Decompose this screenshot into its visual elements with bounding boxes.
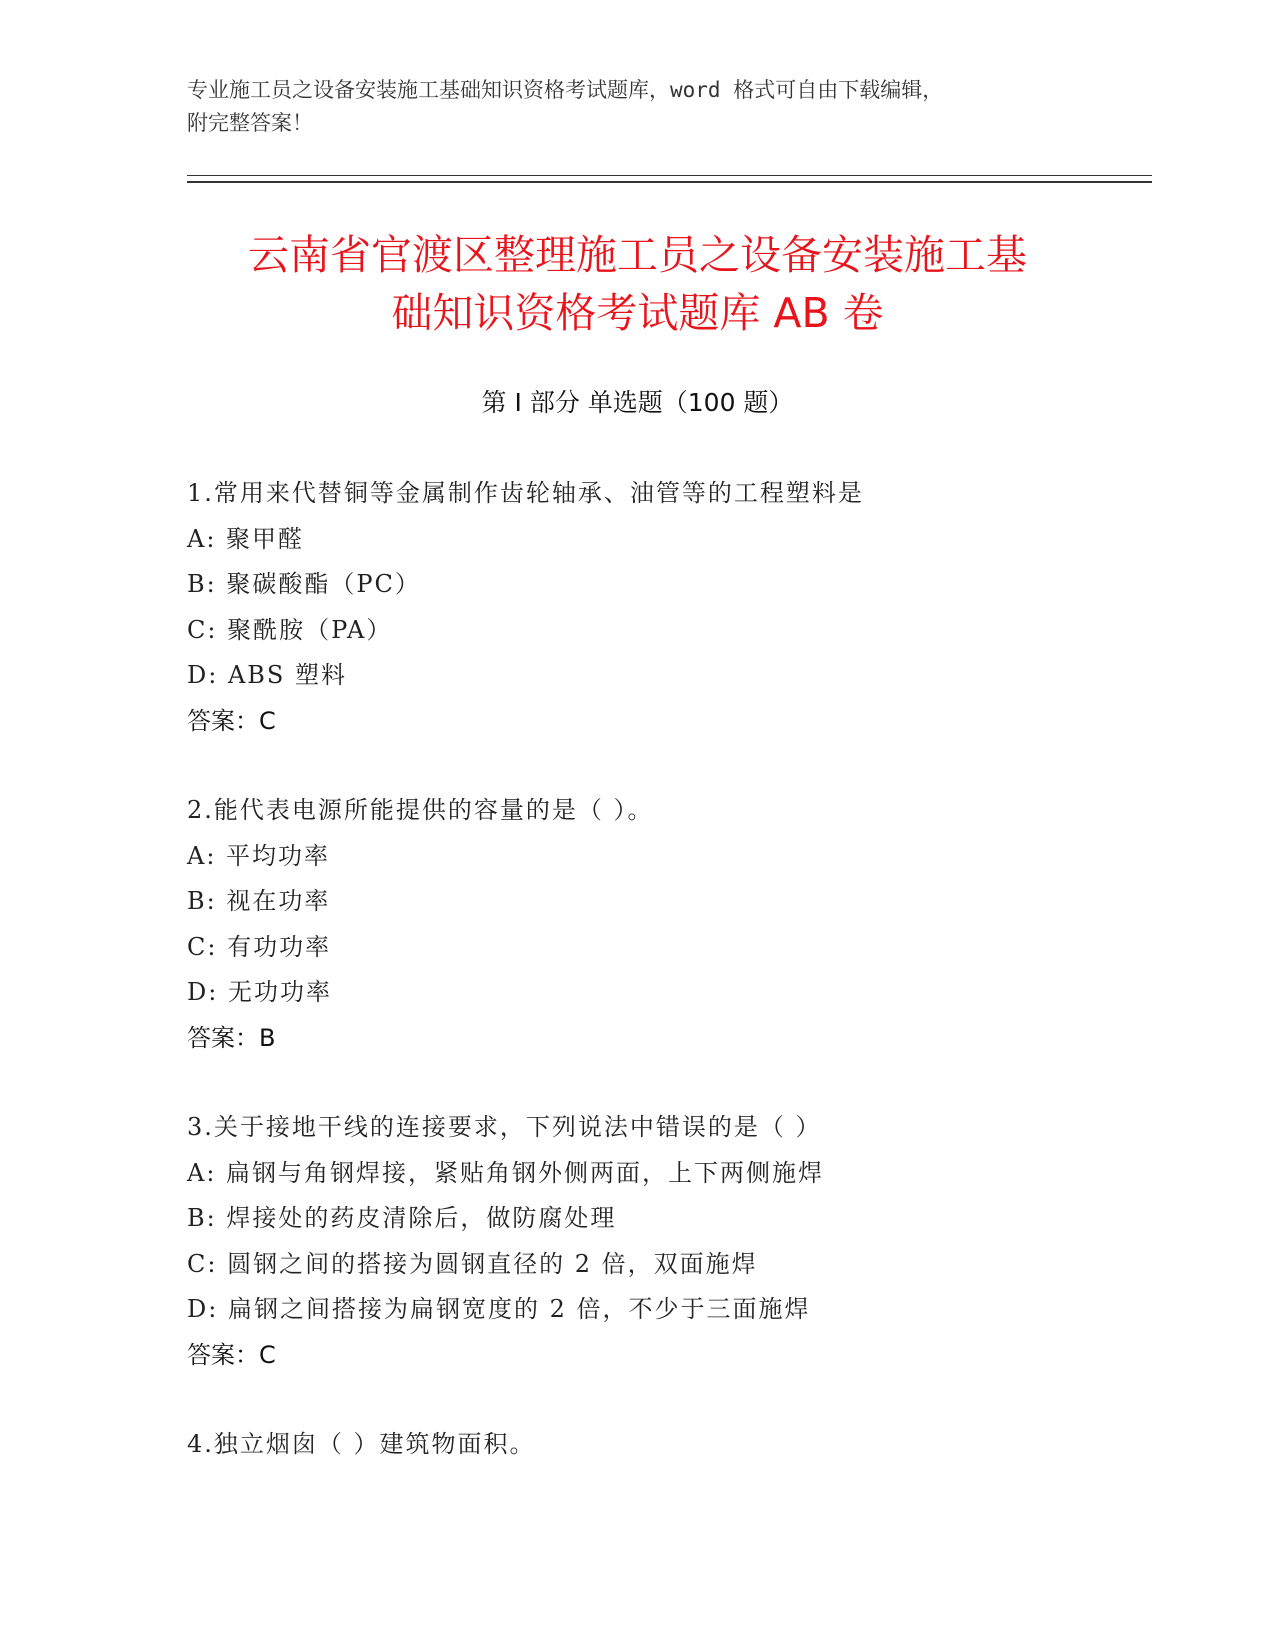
answer: 答案：C: [187, 706, 276, 735]
option-d: D: 无功功率: [187, 978, 332, 1006]
header-note-line-1: 专业施工员之设备安装施工基础知识资格考试题库，word 格式可自由下载编辑，: [187, 78, 944, 102]
question-4: [187, 1422, 1187, 1468]
document-title: [150, 226, 1125, 342]
document-title-line-2: 础知识资格考试题库 AB 卷: [391, 289, 884, 337]
option-a: A: 平均功率: [187, 841, 331, 870]
question-stem: 3.关于接地干线的连接要求，下列说法中错误的是（ ）: [187, 1113, 822, 1141]
header-note: [187, 74, 1087, 140]
question-stem: 4.独立烟囱（ ）建筑物面积。: [187, 1430, 536, 1458]
option-a: A: 聚甲醛: [187, 524, 305, 553]
option-c: C: 聚酰胺（PA）: [187, 615, 393, 644]
question-3: [187, 1105, 1187, 1378]
document-title-line-1: 云南省官渡区整理施工员之设备安装施工基: [248, 231, 1027, 279]
header-note-line-2: 附完整答案！: [187, 111, 313, 135]
option-a: A: 扁钢与角钢焊接，紧贴角钢外侧两面，上下两侧施焊: [187, 1158, 825, 1187]
question-stem: 1.常用来代替铜等金属制作齿轮轴承、油管等的工程塑料是: [187, 479, 864, 507]
option-b: B: 聚碳酸酯（PC）: [187, 570, 421, 598]
option-b: B: 焊接处的药皮清除后，做防腐处理: [187, 1204, 617, 1232]
question-1: [187, 471, 1187, 744]
question-2: [187, 788, 1187, 1061]
option-c: C: 圆钢之间的搭接为圆钢直径的 2 倍，双面施焊: [187, 1249, 758, 1278]
question-stem: 2.能代表电源所能提供的容量的是（ ）。: [187, 796, 654, 824]
option-d: D: 扁钢之间搭接为扁钢宽度的 2 倍，不少于三面施焊: [187, 1295, 811, 1323]
option-d: D: ABS 塑料: [187, 661, 347, 689]
answer: 答案：B: [187, 1023, 276, 1052]
header-divider-thick: [187, 181, 1152, 183]
section-title: 第 I 部分 单选题（100 题）: [481, 388, 794, 417]
option-b: B: 视在功率: [187, 887, 331, 915]
answer: 答案：C: [187, 1340, 276, 1369]
header-divider-thin: [187, 175, 1152, 176]
option-c: C: 有功功率: [187, 932, 332, 961]
